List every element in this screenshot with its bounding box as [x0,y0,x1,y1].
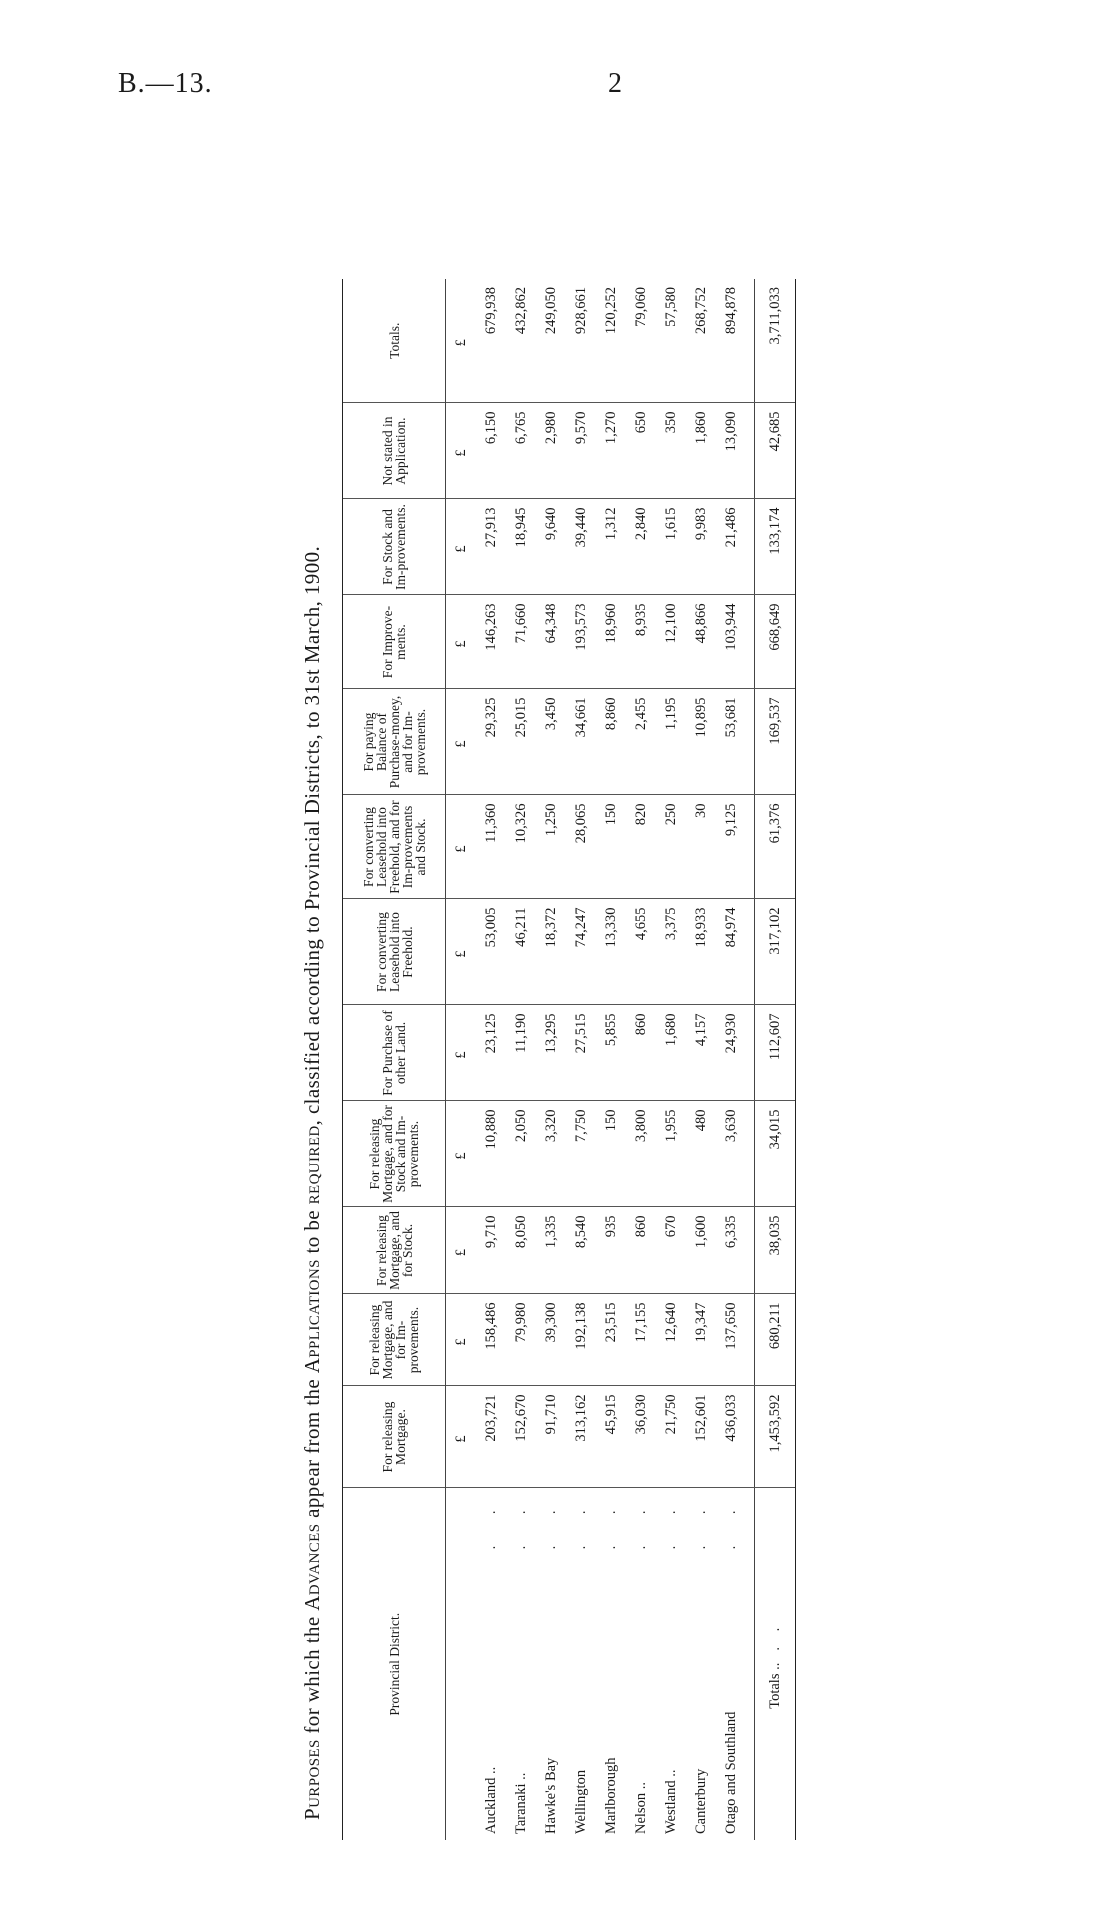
unit-symbol: £ [446,1101,477,1207]
unit-symbol: £ [446,899,477,1005]
value-cell: 64,348 [536,595,566,689]
value-cell: 3,450 [536,689,566,795]
unit-symbol: £ [446,595,477,689]
totals-label: Totals .. [766,1662,783,1709]
unit-symbol: £ [446,499,477,595]
advances-table [342,279,796,1840]
value-cell: 8,860 [596,689,626,795]
district-cell [626,1488,656,1840]
value-cell: 18,945 [506,499,536,595]
value-cell: 152,601 [686,1386,716,1488]
leader-dots: . . [602,1496,619,1550]
district-cell [476,1488,506,1840]
column-header: For Stock and Im-provements. [343,499,446,595]
value-cell: 146,263 [476,595,506,689]
unit-blank-cell [446,1488,477,1840]
leader-dots: . . [692,1496,709,1550]
value-cell: 158,486 [476,1294,506,1386]
value-cell: 21,486 [716,499,755,595]
value-cell: 30 [686,795,716,899]
value-cell: 120,252 [596,279,626,403]
district-name: Nelson .. [632,1782,649,1834]
value-cell: 4,655 [626,899,656,1005]
district-cell [596,1488,626,1840]
value-cell: 46,211 [506,899,536,1005]
value-cell: 3,320 [536,1101,566,1207]
title-purposes: Purposes [300,1739,324,1820]
value-cell: 1,335 [536,1207,566,1294]
value-cell: 1,680 [656,1005,686,1101]
district-cell [566,1488,596,1840]
totals-row [755,279,796,1840]
title-part-2: appear from the [300,1373,324,1524]
table-row [656,279,686,1840]
column-header-district: Provincial District. [343,1488,446,1840]
district-name: Marlborough [602,1757,619,1834]
column-header: For Purchase of other Land. [343,1005,446,1101]
table-body [446,279,796,1840]
table-row [716,279,755,1840]
value-cell: 935 [596,1207,626,1294]
unit-row [446,279,477,1840]
title-advances: Advances [300,1523,324,1611]
value-cell: 29,325 [476,689,506,795]
rotated-table-block [300,276,920,1840]
value-cell: 13,090 [716,403,755,499]
value-cell: 10,880 [476,1101,506,1207]
column-header: Not stated in Application. [343,403,446,499]
district-name: Westland .. [662,1769,679,1834]
value-cell: 1,860 [686,403,716,499]
district-name: Taranaki .. [512,1772,529,1834]
value-cell: 11,190 [506,1005,536,1101]
table-row [506,279,536,1840]
value-cell: 23,515 [596,1294,626,1386]
value-cell: 1,312 [596,499,626,595]
value-cell: 74,247 [566,899,596,1005]
column-header: For releasing Mortgage. [343,1386,446,1488]
value-cell: 436,033 [716,1386,755,1488]
district-name: Wellington [572,1769,589,1834]
total-value-cell: 133,174 [755,499,796,595]
value-cell: 48,866 [686,595,716,689]
value-cell: 19,347 [686,1294,716,1386]
value-cell: 8,935 [626,595,656,689]
total-value-cell: 34,015 [755,1101,796,1207]
header-row [343,279,446,1840]
district-name: Otago and Southland [722,1711,739,1834]
total-value-cell: 112,607 [755,1005,796,1101]
district-cell [656,1488,686,1840]
value-cell: 8,050 [506,1207,536,1294]
value-cell: 432,862 [506,279,536,403]
value-cell: 650 [626,403,656,499]
title-suffix: , classified according to Provincial Districts, to 31st March, 1900. [300,545,324,1126]
title-part-3: to be [300,1204,324,1260]
total-value-cell: 317,102 [755,899,796,1005]
value-cell: 91,710 [536,1386,566,1488]
value-cell: 24,930 [716,1005,755,1101]
value-cell: 2,455 [626,689,656,795]
value-cell: 23,125 [476,1005,506,1101]
value-cell: 152,670 [506,1386,536,1488]
value-cell: 1,600 [686,1207,716,1294]
value-cell: 27,515 [566,1005,596,1101]
value-cell: 480 [686,1101,716,1207]
table-row [566,279,596,1840]
value-cell: 9,710 [476,1207,506,1294]
column-header: Totals. [343,279,446,403]
document-code: B.—13. [118,68,213,99]
value-cell: 45,915 [596,1386,626,1488]
value-cell: 860 [626,1005,656,1101]
value-cell: 894,878 [716,279,755,403]
value-cell: 79,060 [626,279,656,403]
value-cell: 860 [626,1207,656,1294]
value-cell: 820 [626,795,656,899]
value-cell: 2,050 [506,1101,536,1207]
unit-symbol: £ [446,1207,477,1294]
title-applications: Applications [300,1259,324,1374]
total-value-cell: 169,537 [755,689,796,795]
value-cell: 2,840 [626,499,656,595]
value-cell: 57,580 [656,279,686,403]
value-cell: 137,650 [716,1294,755,1386]
value-cell: 268,752 [686,279,716,403]
total-value-cell: 680,211 [755,1294,796,1386]
column-header: For releasing Mortgage, and for Stock. [343,1207,446,1294]
total-value-cell: 3,711,033 [755,279,796,403]
district-name: Hawke's Bay [542,1757,559,1834]
table-row [596,279,626,1840]
value-cell: 36,030 [626,1386,656,1488]
column-header: For converting Leasehold into Freehold. [343,899,446,1005]
title-required: required [300,1125,324,1205]
value-cell: 12,640 [656,1294,686,1386]
unit-symbol: £ [446,689,477,795]
totals-label-cell [755,1488,796,1840]
value-cell: 12,100 [656,595,686,689]
value-cell: 34,661 [566,689,596,795]
value-cell: 670 [656,1207,686,1294]
total-value-cell: 1,453,592 [755,1386,796,1488]
value-cell: 7,750 [566,1101,596,1207]
value-cell: 3,800 [626,1101,656,1207]
value-cell: 71,660 [506,595,536,689]
value-cell: 25,015 [506,689,536,795]
value-cell: 18,960 [596,595,626,689]
value-cell: 103,944 [716,595,755,689]
value-cell: 9,640 [536,499,566,595]
total-value-cell: 42,685 [755,403,796,499]
column-header: For converting Leasehold into Freehold, and for Im-provements and Stock. [343,795,446,899]
value-cell: 9,570 [566,403,596,499]
value-cell: 10,326 [506,795,536,899]
column-header: For releasing Mortgage, and for Im-provements. [343,1294,446,1386]
value-cell: 350 [656,403,686,499]
leader-dots: . . [632,1496,649,1550]
column-header: For paying Balance of Purchase-money, and for Im-provements. [343,689,446,795]
value-cell: 9,125 [716,795,755,899]
value-cell: 11,360 [476,795,506,899]
unit-symbol: £ [446,279,477,403]
table-row [476,279,506,1840]
unit-symbol: £ [446,1294,477,1386]
leader-dots: . . [766,1621,783,1651]
leader-dots: . . [722,1496,739,1550]
value-cell: 8,540 [566,1207,596,1294]
table-row [686,279,716,1840]
value-cell: 6,150 [476,403,506,499]
total-value-cell: 668,649 [755,595,796,689]
unit-symbol: £ [446,1386,477,1488]
value-cell: 2,980 [536,403,566,499]
value-cell: 250 [656,795,686,899]
value-cell: 679,938 [476,279,506,403]
column-header: For releasing Mortgage, and for Stock and Im-provements. [343,1101,446,1207]
value-cell: 150 [596,1101,626,1207]
value-cell: 1,955 [656,1101,686,1207]
total-value-cell: 38,035 [755,1207,796,1294]
district-name: Canterbury [692,1768,709,1834]
unit-symbol: £ [446,403,477,499]
table-title [300,256,340,1820]
value-cell: 249,050 [536,279,566,403]
value-cell: 1,270 [596,403,626,499]
unit-symbol: £ [446,1005,477,1101]
total-value-cell: 61,376 [755,795,796,899]
value-cell: 84,974 [716,899,755,1005]
value-cell: 5,855 [596,1005,626,1101]
district-cell [506,1488,536,1840]
leader-dots: . . [662,1496,679,1550]
column-header: For Improve-ments. [343,595,446,689]
value-cell: 79,980 [506,1294,536,1386]
value-cell: 28,065 [566,795,596,899]
value-cell: 10,895 [686,689,716,795]
district-cell [536,1488,566,1840]
value-cell: 1,615 [656,499,686,595]
value-cell: 53,681 [716,689,755,795]
value-cell: 193,573 [566,595,596,689]
value-cell: 6,765 [506,403,536,499]
leader-dots: . . [572,1496,589,1550]
value-cell: 3,630 [716,1101,755,1207]
value-cell: 3,375 [656,899,686,1005]
district-cell [716,1488,755,1840]
table-row [536,279,566,1840]
value-cell: 21,750 [656,1386,686,1488]
value-cell: 17,155 [626,1294,656,1386]
title-part-1: for which the [300,1610,324,1740]
district-cell [686,1488,716,1840]
value-cell: 203,721 [476,1386,506,1488]
value-cell: 6,335 [716,1207,755,1294]
leader-dots: . . [482,1496,499,1550]
table-row [626,279,656,1840]
value-cell: 27,913 [476,499,506,595]
leader-dots: . . [542,1496,559,1550]
value-cell: 13,330 [596,899,626,1005]
value-cell: 928,661 [566,279,596,403]
value-cell: 192,138 [566,1294,596,1386]
value-cell: 13,295 [536,1005,566,1101]
value-cell: 18,933 [686,899,716,1005]
value-cell: 313,162 [566,1386,596,1488]
page-number: 2 [608,68,622,99]
value-cell: 1,195 [656,689,686,795]
value-cell: 1,250 [536,795,566,899]
value-cell: 39,300 [536,1294,566,1386]
leader-dots: . . [512,1496,529,1550]
value-cell: 53,005 [476,899,506,1005]
value-cell: 4,157 [686,1005,716,1101]
value-cell: 39,440 [566,499,596,595]
value-cell: 150 [596,795,626,899]
value-cell: 9,983 [686,499,716,595]
value-cell: 18,372 [536,899,566,1005]
district-name: Auckland .. [482,1766,499,1834]
unit-symbol: £ [446,795,477,899]
